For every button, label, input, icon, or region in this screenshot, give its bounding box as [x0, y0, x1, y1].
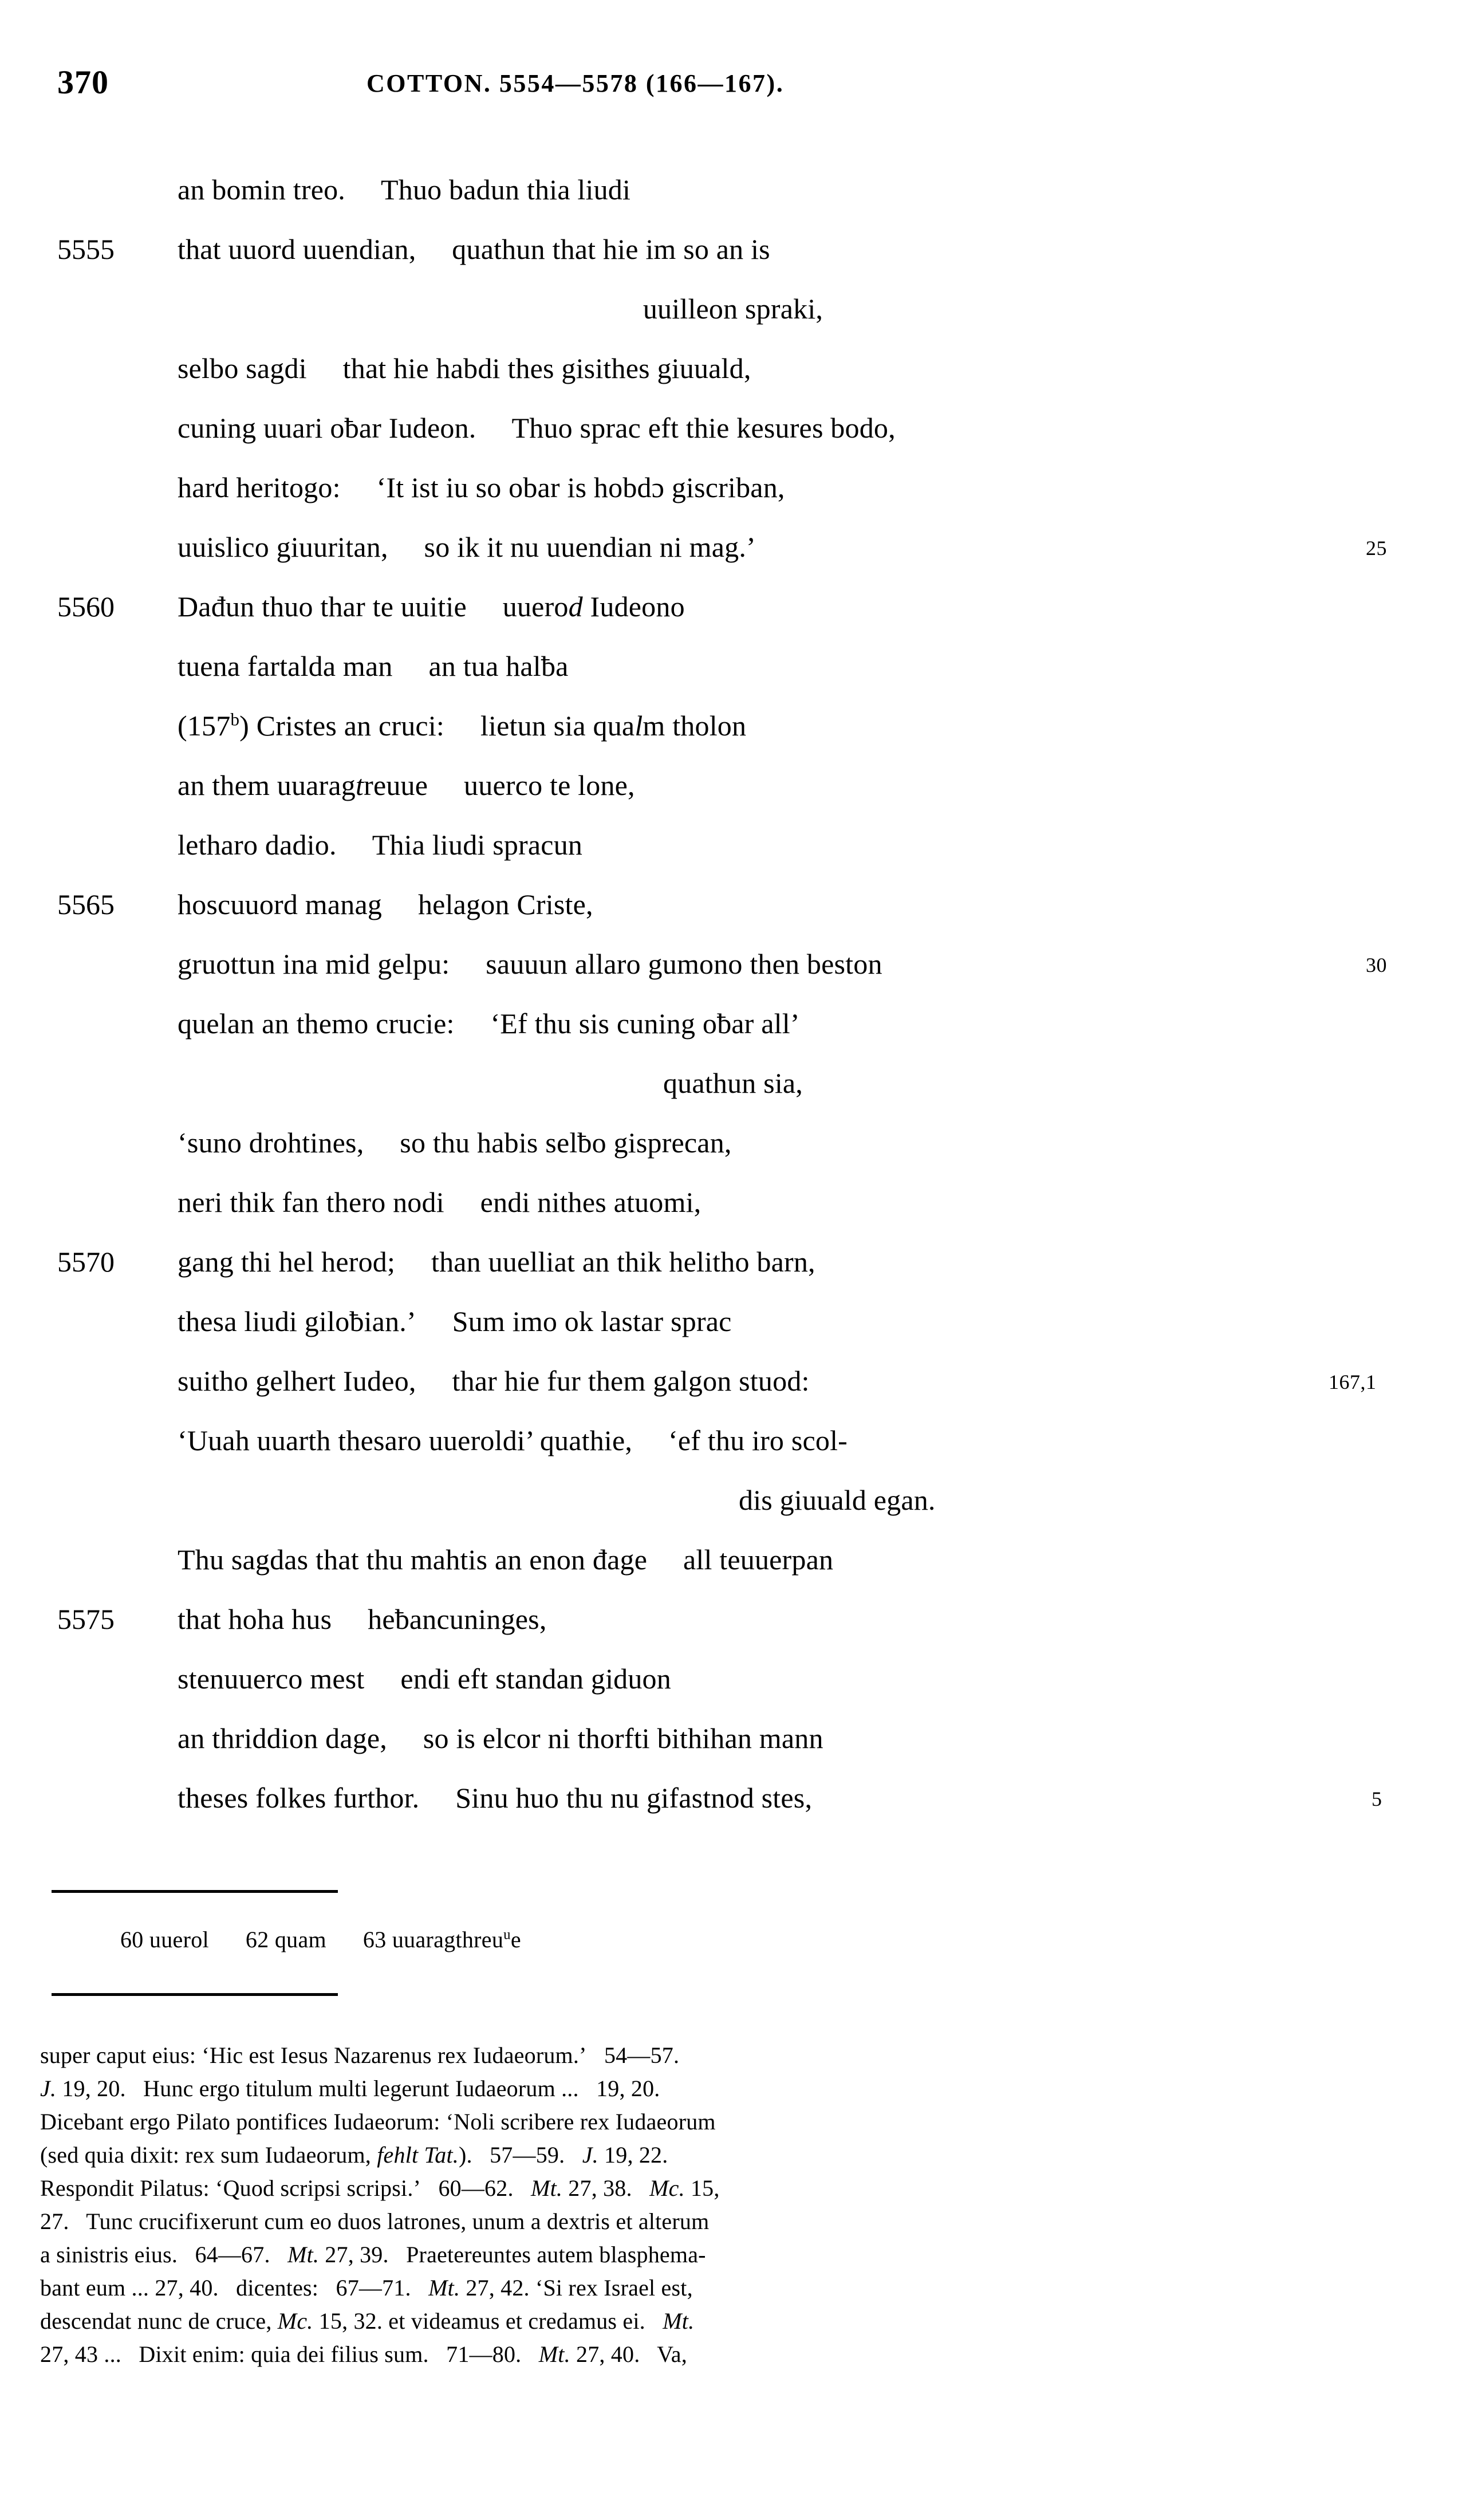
verse-line-text: quathun sia,: [663, 1067, 803, 1099]
verse-line-text: an thriddion dage, so is elcor ni thorfti bithihan mann: [178, 1722, 823, 1754]
running-title: COTTON. 5554—5578 (166—167).: [366, 69, 785, 97]
verse-line: [0, 819, 1466, 879]
variant-reading: quam: [274, 1927, 326, 1952]
variant-reading: uuaragthreu$^u$e: [392, 1927, 521, 1952]
marginal-line-number: 30: [1366, 954, 1387, 976]
verse-line-text: letharo dadio. Thia liudi spracun: [178, 829, 583, 861]
verse-line-text: suitho gelhert Iudeo, thar hie fur them galgon stuod:: [178, 1365, 810, 1397]
verse-line-text: neri thik fan thero nodi endi nithes atuomi,: [178, 1186, 702, 1218]
verse-line-number: 5570: [57, 1246, 115, 1278]
verse-line: [0, 998, 1466, 1057]
verse-line-text: cuning uuari oƀar Iudeon. Thuo sprac eft thie kesures bodo,: [178, 412, 896, 444]
apparatus-rule-bottom: [52, 1993, 338, 1996]
verse-line: [0, 1415, 1466, 1474]
verse-line-text: gang thi hel herod; than uuelliat an thik helitho barn,: [178, 1246, 815, 1278]
marginal-line-number: 167,1: [1329, 1371, 1377, 1393]
variant-apparatus: [120, 1926, 521, 1953]
verse-line-text: Thu sagdas that thu mahtis an enon đage all teuuerpan: [178, 1544, 834, 1576]
running-head: [0, 63, 1466, 115]
verse-line-text: tuena fartalda man an tua halƀa: [178, 650, 569, 682]
marginal-line-number: 5: [1372, 1787, 1382, 1810]
verse-line: [0, 1117, 1466, 1176]
verse-line: [0, 938, 1466, 998]
note-line: 27, 43 ... Dixit enim: quia dei filius sum. 71—80. Mt. 27, 40. Va,: [40, 2341, 687, 2367]
verse-line-text: that uuord uuendian, quathun that hie im so an is: [178, 233, 770, 265]
verse-line: [0, 1236, 1466, 1296]
note-line: 27. Tunc crucifixerunt cum eo duos latrones, unum a dextris et alterum: [40, 2208, 710, 2234]
verse-line-text: ‘suno drohtines, so thu habis selƀo gisprecan,: [178, 1127, 732, 1159]
verse-line: [0, 462, 1466, 521]
note-line: J. 19, 20. Hunc ergo titulum multi legerunt Iudaeorum ... 19, 20.: [40, 2076, 660, 2101]
verse-line: [0, 759, 1466, 819]
verse-line: [0, 1653, 1466, 1712]
verse-line: [0, 879, 1466, 938]
verse-line-text: stenuuerco mest endi eft standan giduon: [178, 1663, 671, 1695]
verse-line: [0, 342, 1466, 402]
verse-line-number: 5565: [57, 888, 115, 920]
verse-line-number: 5575: [57, 1603, 115, 1635]
apparatus-rule-top: [52, 1890, 338, 1893]
verse-line: [0, 700, 1466, 759]
variant-line-number: 62: [245, 1927, 269, 1952]
verse-line-text: that hoha hus heƀancuninges,: [178, 1603, 547, 1635]
verse-line-text: an them uuaragtreuue uuerco te lone,: [178, 769, 635, 801]
note-line: Respondit Pilatus: ‘Quod scripsi scripsi.’ 60—62. Mt. 27, 38. Mc. 15,: [40, 2175, 720, 2201]
variant-reading: uuerol: [149, 1927, 209, 1952]
latin-source-notes: [40, 2039, 1426, 2371]
verse-line: [0, 1474, 1466, 1534]
verse-line: [0, 1772, 1466, 1832]
note-line: descendat nunc de cruce, Mc. 15, 32. et videamus et credamus ei. Mt.: [40, 2308, 695, 2334]
verse-line-number: 5555: [57, 233, 115, 265]
verse-line-text: hard heritogo: ‘It ist iu so obar is hobdɔ giscriban,: [178, 471, 785, 503]
verse-line: [0, 640, 1466, 700]
verse-line: [0, 1176, 1466, 1236]
verse-line: [0, 223, 1466, 283]
verse-line: [0, 521, 1466, 581]
verse-line: [0, 1593, 1466, 1653]
verse-block: [0, 164, 1466, 1832]
verse-line: [0, 164, 1466, 223]
variant-line-number: 60: [120, 1927, 144, 1952]
verse-line-text: uuislico giuuritan, so ik it nu uuendian ni mag.’: [178, 531, 756, 563]
verse-line-text: uuilleon spraki,: [643, 293, 823, 325]
verse-line-text: (157$^b$) Cristes an cruci: lietun sia qualm tholon: [178, 709, 747, 742]
verse-line-text: dis giuuald egan.: [739, 1484, 936, 1516]
verse-line-text: theses folkes furthor. Sinu huo thu nu gifastnod stes,: [178, 1782, 813, 1814]
verse-line: [0, 1057, 1466, 1117]
verse-line-number: 5560: [57, 590, 115, 623]
verse-line-text: selbo sagdi that hie habdi thes gisithes giuuald,: [178, 352, 751, 384]
verse-line: [0, 1355, 1466, 1415]
marginal-line-number: 25: [1366, 537, 1387, 560]
note-line: super caput eius: ‘Hic est Iesus Nazarenus rex Iudaeorum.’ 54—57.: [40, 2042, 680, 2068]
verse-line-text: ‘Uuah uuarth thesaro uueroldi’ quathie, ‘ef thu iro scol-: [178, 1424, 848, 1456]
note-line: bant eum ... 27, 40. dicentes: 67—71. Mt. 27, 42. ‘Si rex Israel est,: [40, 2275, 693, 2301]
verse-line-text: gruottun ina mid gelpu: sauuun allaro gumono then beston: [178, 948, 882, 980]
note-line: Dicebant ergo Pilato pontifices Iudaeorum: ‘Noli scribere rex Iudaeorum: [40, 2109, 716, 2135]
page-number: 370: [57, 64, 109, 101]
note-line: a sinistris eius. 64—67. Mt. 27, 39. Praetereuntes autem blasphema-: [40, 2242, 706, 2267]
verse-line-text: hoscuuord manag helagon Criste,: [178, 888, 593, 920]
verse-line-text: Dađun thuo thar te uuitie uuerod Iudeono: [178, 590, 685, 623]
verse-line: [0, 1712, 1466, 1772]
verse-line: [0, 402, 1466, 462]
verse-line-text: thesa liudi giloƀian.’ Sum imo ok lastar sprac: [178, 1305, 732, 1337]
verse-line: [0, 581, 1466, 640]
verse-line-text: an bomin treo. Thuo badun thia liudi: [178, 174, 631, 206]
variant-line-number: 63: [362, 1927, 387, 1952]
verse-line: [0, 283, 1466, 342]
verse-line-text: quelan an themo crucie: ‘Ef thu sis cuning oƀar all’: [178, 1007, 800, 1040]
verse-line: [0, 1296, 1466, 1355]
verse-line: [0, 1534, 1466, 1593]
note-line: (sed quia dixit: rex sum Iudaeorum, fehlt Tat.). 57—59. J. 19, 22.: [40, 2142, 668, 2168]
